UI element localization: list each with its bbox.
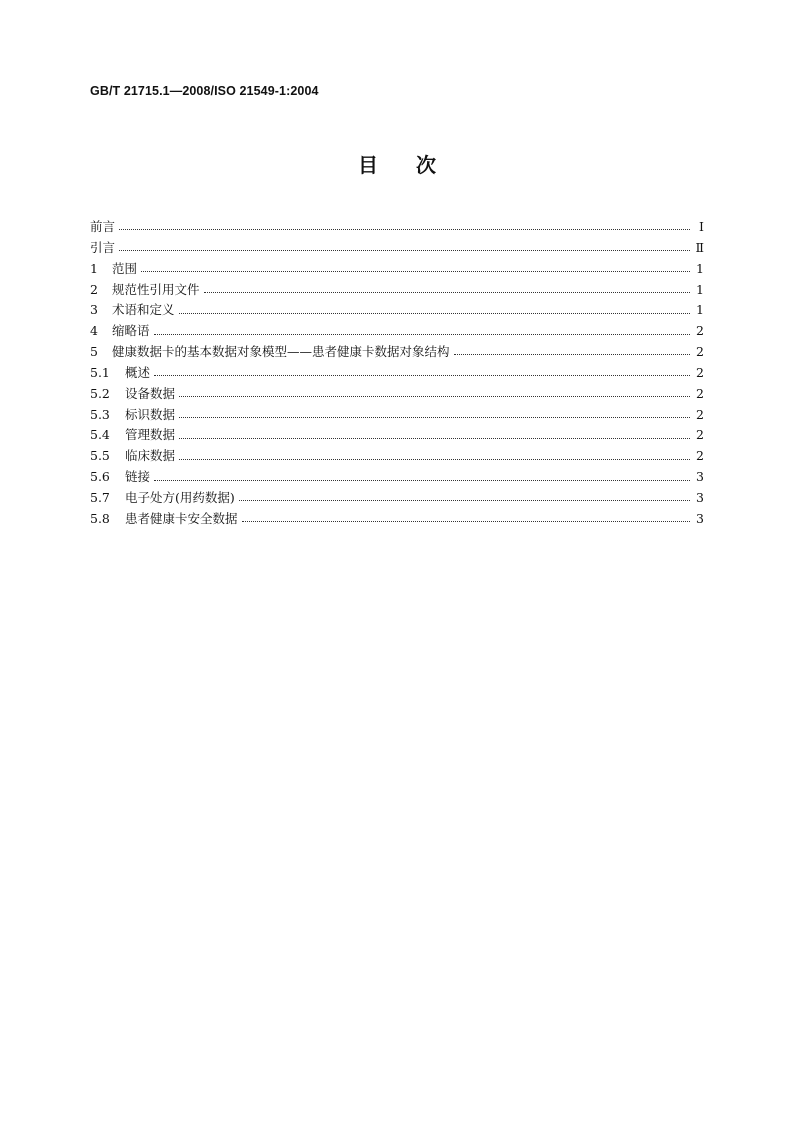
toc-leader-dots: [179, 388, 690, 400]
toc-entry-label: 规范性引用文件: [112, 281, 200, 297]
toc-entry-number: 5.2: [90, 385, 110, 401]
toc-entry-number: 3: [90, 302, 98, 318]
toc-leader-dots: [179, 451, 690, 463]
toc-entry-number: 2: [90, 281, 98, 297]
toc-entry-5-8[interactable]: [90, 509, 704, 530]
toc-title: [0, 150, 794, 180]
toc-entry-number: 5.5: [90, 448, 110, 464]
toc-entry-5-1[interactable]: [90, 363, 704, 384]
toc-entry-5-5[interactable]: [90, 446, 704, 467]
toc-entry-preface[interactable]: [90, 217, 704, 238]
toc-entry-page: 2: [696, 344, 704, 360]
toc-entry-label: 设备数据: [125, 385, 176, 401]
toc-entry-number: 5: [90, 344, 98, 360]
toc-leader-dots: [119, 242, 689, 254]
standard-code: GB/T 21715.1—2008/ISO 21549-1:2004: [90, 84, 319, 98]
toc-entry-page: 3: [696, 510, 704, 526]
toc-entry-label: 电子处方(用药数据): [125, 489, 235, 505]
toc-entry-introduction[interactable]: [90, 238, 704, 259]
toc-leader-dots: [179, 409, 690, 421]
toc-entry-5-4[interactable]: [90, 425, 704, 446]
toc-entry-number: 5.1: [90, 364, 110, 380]
toc-entry-1[interactable]: [90, 259, 704, 280]
toc-entry-5-2[interactable]: [90, 384, 704, 405]
toc-entry-label: 概述: [125, 364, 151, 380]
toc-entry-page: 1: [696, 302, 704, 318]
toc-leader-dots: [154, 367, 690, 379]
toc-entry-page: 2: [696, 427, 704, 443]
toc-entry-label: 引言: [90, 239, 116, 255]
toc-leader-dots: [179, 430, 690, 442]
toc-entry-label: 缩略语: [112, 323, 150, 339]
toc-entry-page: 2: [696, 448, 704, 464]
toc-title-char-1: 目: [358, 153, 378, 177]
toc-entry-label: 管理数据: [125, 427, 176, 443]
toc-entry-label: 患者健康卡安全数据: [125, 510, 238, 526]
toc-leader-dots: [154, 472, 690, 484]
toc-leader-dots: [141, 263, 690, 275]
toc-entry-number: 5.6: [90, 469, 110, 485]
toc-entry-number: 5.7: [90, 489, 110, 505]
toc-entry-page: 3: [696, 469, 704, 485]
toc-entry-number: 5.8: [90, 510, 110, 526]
toc-leader-dots: [242, 513, 690, 525]
toc-entry-label: 标识数据: [125, 406, 176, 422]
toc-title-char-2: 次: [416, 153, 436, 177]
toc-entry-page: Ⅱ: [695, 239, 704, 255]
toc-leader-dots: [119, 221, 690, 233]
toc-entry-label: 链接: [125, 469, 151, 485]
toc-entry-page: 2: [696, 385, 704, 401]
toc-leader-dots: [154, 326, 690, 338]
toc-entry-page: 2: [696, 364, 704, 380]
toc-entry-5-3[interactable]: [90, 405, 704, 426]
toc-entry-5[interactable]: [90, 342, 704, 363]
toc-entry-4[interactable]: [90, 321, 704, 342]
toc-entry-label: 健康数据卡的基本数据对象模型——患者健康卡数据对象结构: [112, 344, 450, 360]
toc-leader-dots: [204, 284, 690, 296]
toc-entry-label: 术语和定义: [112, 302, 175, 318]
toc-entry-page: 3: [696, 489, 704, 505]
toc-entry-2[interactable]: [90, 280, 704, 301]
toc-entry-number: 4: [90, 323, 98, 339]
toc-entry-label: 范围: [112, 260, 138, 276]
toc-list: [90, 217, 704, 530]
toc-entry-number: 5.4: [90, 427, 110, 443]
toc-entry-number: 5.3: [90, 406, 110, 422]
toc-leader-dots: [239, 492, 690, 504]
toc-entry-page: 1: [696, 281, 704, 297]
toc-entry-page: 2: [696, 406, 704, 422]
toc-entry-page: Ⅰ: [699, 219, 704, 234]
toc-entry-label: 前言: [90, 219, 116, 234]
toc-entry-3[interactable]: [90, 300, 704, 321]
toc-entry-page: 2: [696, 323, 704, 339]
toc-entry-page: 1: [696, 260, 704, 276]
toc-entry-number: 1: [90, 260, 98, 276]
toc-entry-label: 临床数据: [125, 448, 176, 464]
toc-entry-5-6[interactable]: [90, 467, 704, 488]
toc-entry-5-7[interactable]: [90, 488, 704, 509]
toc-leader-dots: [179, 305, 690, 317]
toc-leader-dots: [454, 346, 690, 358]
